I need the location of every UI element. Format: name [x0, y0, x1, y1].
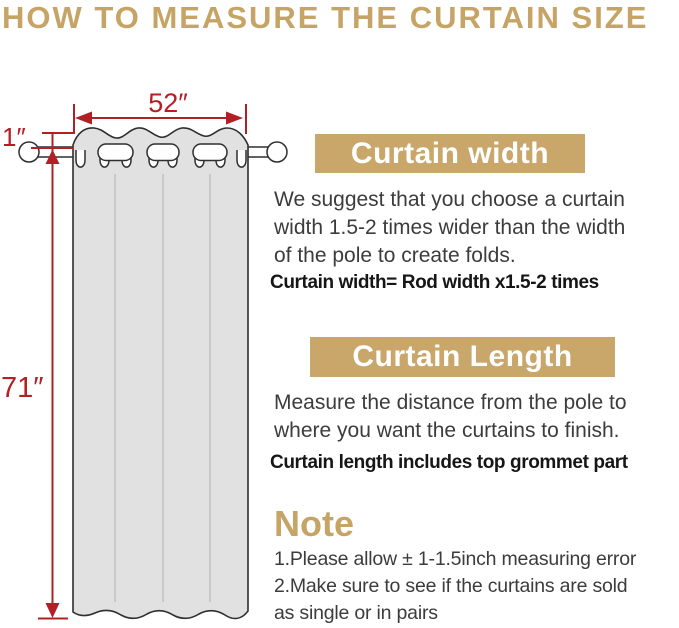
note-item: 1.Please allow ± 1-1.5inch measuring error — [274, 548, 637, 570]
section-heading-curtain-length: Curtain Length — [310, 337, 615, 377]
arrowhead-left — [75, 112, 92, 125]
page-title: HOW TO MEASURE THE CURTAIN SIZE — [2, 0, 649, 35]
grommet-windows — [98, 144, 227, 161]
grommet-loop — [76, 150, 85, 167]
length-measurement-label: 71″ — [1, 372, 44, 404]
curtain-length-description — [274, 389, 627, 445]
note-list — [274, 546, 636, 627]
arrowhead-down — [46, 603, 60, 618]
text-line: of the pole to create folds. — [274, 244, 516, 267]
grommet-loop — [237, 150, 246, 167]
curtain-width-formula: Curtain width= Rod width x1.5-2 times — [270, 272, 599, 293]
text-line: We suggest that you choose a curtain — [274, 188, 625, 211]
note-item: 2.Make sure to see if the curtains are sold — [274, 575, 628, 597]
grommet-window — [98, 144, 133, 161]
text-line: where you want the curtains to finish. — [274, 419, 620, 442]
section-heading-curtain-width: Curtain width — [315, 134, 585, 173]
rod-finial-right — [267, 142, 287, 162]
width-measurement-label: 52″ — [148, 88, 188, 118]
grommet-window — [193, 144, 227, 161]
grommet-measurement-label: 1″ — [2, 122, 26, 152]
grommet-window — [147, 144, 179, 161]
note-heading: Note — [274, 503, 354, 544]
text-line: width 1.5-2 times wider than the width — [274, 216, 626, 239]
curtain-width-description — [274, 186, 625, 270]
curtain-diagram — [0, 80, 300, 628]
arrowhead-right — [226, 112, 243, 125]
curtain-length-formula: Curtain length includes top grommet part — [270, 452, 628, 473]
curtain-panel — [73, 128, 248, 619]
text-line: Measure the distance from the pole to — [274, 391, 627, 414]
note-item: as single or in pairs — [274, 602, 438, 624]
